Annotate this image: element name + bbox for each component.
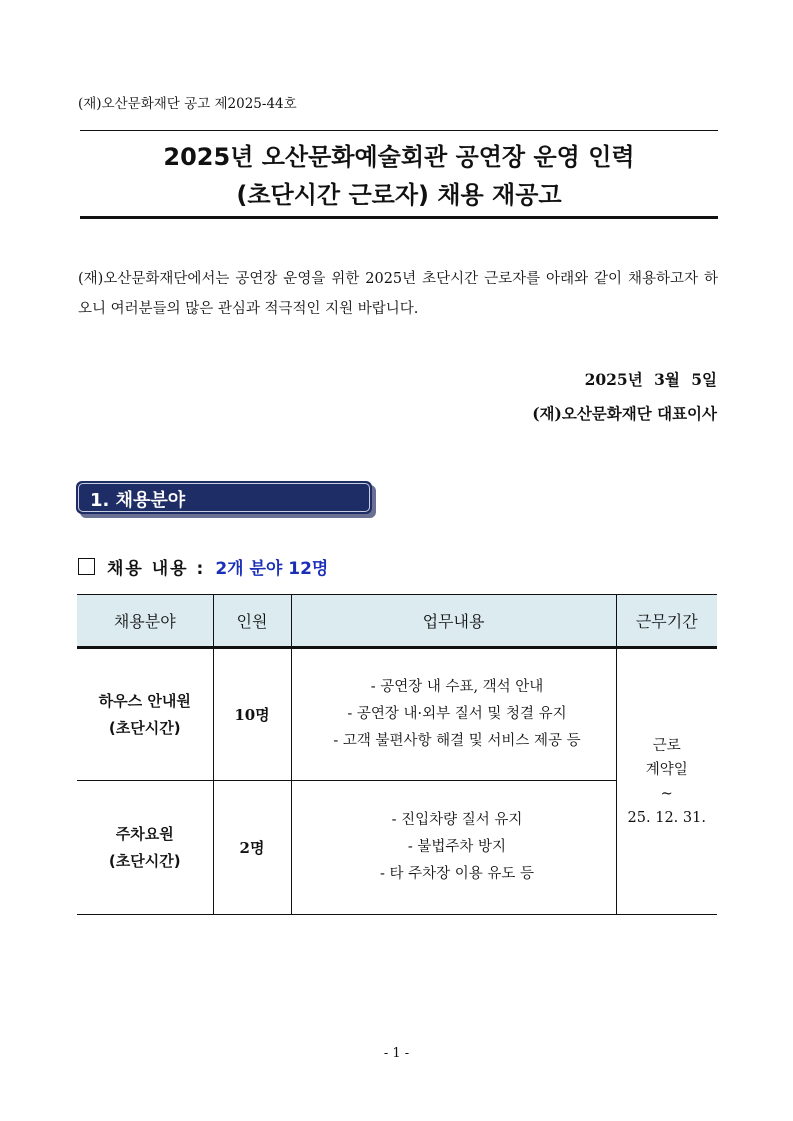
section-heading: 1. 채용분야 xyxy=(90,490,186,511)
header-duties: 업무내용 xyxy=(291,595,616,648)
duty-item: - 공연장 내·외부 질서 및 청결 유지 xyxy=(347,706,567,722)
title-line-2: (초단시간 근로자) 채용 재공고 xyxy=(236,181,562,209)
field-cell xyxy=(77,781,213,915)
field-type: (초단시간) xyxy=(108,718,181,737)
notice-number: (재)오산문화재단 공고 제2025-44호 xyxy=(78,96,297,112)
intro-paragraph: (재)오산문화재단에서는 공연장 운영을 위한 2025년 초단시간 근로자를 아래와 같이 채용하고자 하오니 여러분들의 많은 관심과 적극적인 지원 바랍니다. xyxy=(78,271,718,317)
period-cell xyxy=(616,648,717,915)
announcement-date: 2025년 3월 5일 xyxy=(584,370,717,389)
hire-value: 2개 분야 12명 xyxy=(215,559,329,579)
field-type: (초단시간) xyxy=(108,851,181,870)
duty-item: - 불법주차 방지 xyxy=(407,839,507,855)
header-period: 근무기간 xyxy=(616,595,717,648)
table-header-row xyxy=(77,595,717,648)
duties-cell xyxy=(291,781,616,915)
field-name: 주차요원 xyxy=(115,824,174,843)
title-line-1: 2025년 오산문화예술회관 공연장 운영 인력 xyxy=(163,143,635,171)
title-bottom-rule xyxy=(80,216,718,219)
title-top-rule xyxy=(80,130,718,131)
checkbox-icon xyxy=(78,558,95,575)
header-field: 채용분야 xyxy=(77,595,213,648)
period-line: ~ xyxy=(660,785,673,802)
recruitment-table xyxy=(77,594,717,915)
document-title xyxy=(80,138,718,214)
hire-summary xyxy=(78,554,328,579)
section-heading-box xyxy=(76,481,372,514)
duties-cell xyxy=(291,648,616,781)
page-number: - 1 - xyxy=(383,1046,410,1061)
field-cell xyxy=(77,648,213,781)
duty-item: - 진입차량 질서 유지 xyxy=(391,812,523,828)
issuer: (재)오산문화재단 대표이사 xyxy=(532,404,717,423)
duty-item: - 공연장 내 수표, 객석 안내 xyxy=(370,679,544,695)
hire-label: 채용 내용 : xyxy=(107,559,206,579)
count-cell: 10명 xyxy=(213,648,291,781)
period-line: 계약일 xyxy=(645,761,688,778)
header-count: 인원 xyxy=(213,595,291,648)
count-cell: 2명 xyxy=(213,781,291,915)
duty-item: - 타 주차장 이용 유도 등 xyxy=(379,866,534,882)
field-name: 하우스 안내원 xyxy=(98,691,191,710)
period-line: 근로 xyxy=(652,737,681,754)
table-row xyxy=(77,648,717,781)
duty-item: - 고객 불편사항 해결 및 서비스 제공 등 xyxy=(333,733,581,749)
period-line: 25. 12. 31. xyxy=(627,809,706,826)
